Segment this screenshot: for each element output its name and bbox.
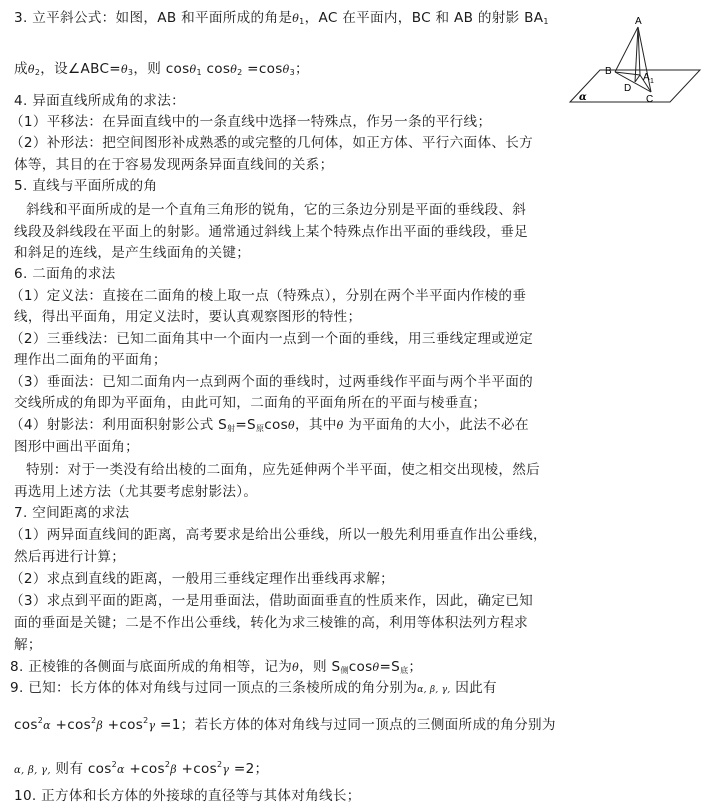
section-10: 10. 正方体和长方体的外接球的直径等与其体对角线长； <box>14 788 361 804</box>
text: =2； <box>229 761 269 777</box>
section-9-line-1 <box>10 679 497 699</box>
sub: 底 <box>400 666 409 675</box>
section-7-item-3a: （3）求点到平面的距离，一是用垂面法，借助面面垂直的性质来作，因此，确定已知 <box>10 593 534 609</box>
section-6-special-b: 再选用上述方法（尤其要考虑射影法）。 <box>14 484 258 500</box>
sub: 射 <box>227 424 236 433</box>
text: +cos <box>103 717 144 733</box>
section-5-text-a: 斜线和平面所成的是一个直角三角形的锐角，它的三条边分别是平面的垂线段、斜 <box>26 202 527 218</box>
sup: 2 <box>37 716 44 725</box>
section-4-item-2a: （2）补形法：把空间图形补成熟悉的或完整的几何体，如正方体、平行六面体、长方 <box>10 135 534 151</box>
greek-list: α, β, γ, <box>14 765 51 776</box>
section-6-item-2b: 理作出二面角的平面角； <box>14 352 167 368</box>
text: cos <box>14 717 38 733</box>
label-C: C <box>646 94 654 105</box>
text: ，其中 <box>294 417 337 433</box>
text: 9. 已知：长方体的体对角线与过同一顶点的三条棱所成的角分别为 <box>10 680 418 696</box>
text: 为平面角的大小，此法不必在 <box>343 417 529 433</box>
sub: 1 <box>196 68 202 77</box>
text: cos <box>348 659 373 675</box>
text: 8. 正棱锥的各侧面与底面所成的角相等，记为 <box>10 659 293 675</box>
text: cos <box>264 417 289 433</box>
formula-line-1 <box>14 9 549 31</box>
section-6-item-2a: （2）三垂线法：已知二面角其中一个面内一点到一个面的垂线，用三垂线定理或逆定 <box>10 331 534 347</box>
theta: θ <box>292 661 300 674</box>
gamma: γ <box>148 719 156 732</box>
section-5-text-b: 线段及斜线段在平面上的射影。通常通过斜线上某个特殊点作出平面的垂线段，垂足 <box>14 224 529 240</box>
section-6-title: 6. 二面角的求法 <box>14 266 116 282</box>
sup: 2 <box>91 716 97 725</box>
text: 因此有 <box>450 680 497 696</box>
text: ，则 S <box>299 659 341 675</box>
text: =cos <box>242 61 283 77</box>
theta: θ <box>120 63 128 76</box>
text: +cos <box>50 717 91 733</box>
gamma: γ <box>222 763 230 776</box>
section-9-line-3 <box>14 756 268 780</box>
sub: 3 <box>289 68 295 77</box>
theta: θ <box>292 12 300 25</box>
text: ，AC 在平面内，BC 和 AB 的射影 BA <box>304 10 544 26</box>
text: ； <box>408 659 423 675</box>
section-4-item-2b: 体等，其目的在于容易发现两条异面直线间的关系； <box>14 157 334 173</box>
section-4-title: 4. 异面直线所成角的求法： <box>14 93 186 109</box>
text: =S <box>235 417 256 433</box>
section-6-item-3b: 交线所成的角即为平面角，由此可知，二面角的平面角所在的平面与棱垂直； <box>14 395 487 411</box>
theta: θ <box>189 63 197 76</box>
text: cos <box>201 61 231 77</box>
section-5-title: 5. 直线与平面所成的角 <box>14 178 158 194</box>
beta: β <box>170 763 177 776</box>
sub: 原 <box>255 424 265 433</box>
section-7-item-1a: （1）两异面直线间的距离，高考要求是给出公垂线，所以一般先利用垂直作出公垂线， <box>10 527 547 543</box>
alpha: α <box>43 719 51 732</box>
section-8 <box>10 658 422 680</box>
section-6-item-4a <box>10 416 529 438</box>
section-7-title: 7. 空间距离的求法 <box>14 505 130 521</box>
theta: θ <box>336 419 344 432</box>
beta: β <box>96 719 104 732</box>
geometry-figure <box>565 12 705 112</box>
text: ，设∠ABC= <box>40 61 121 77</box>
sub: 1 <box>299 17 305 26</box>
label-A1-sub: 1 <box>650 78 654 85</box>
theta: θ <box>282 63 290 76</box>
text: =1；若长方体的体对角线与过同一顶点的三侧面所成的角分别为 <box>155 717 556 733</box>
sup: 2 <box>164 760 171 769</box>
label-A: A <box>635 16 642 27</box>
sup: 2 <box>111 760 118 769</box>
text: （4）射影法：利用面积射影公式 S <box>10 417 228 433</box>
sub: 2 <box>237 68 243 77</box>
section-7-item-1b: 然后再进行计算； <box>14 549 126 565</box>
text: 成 <box>14 61 28 77</box>
section-7-item-2: （2）求点到直线的距离，一般用三垂线定理作出垂线再求解； <box>10 571 395 587</box>
formula-line-2 <box>14 60 309 82</box>
theta: θ <box>372 661 380 674</box>
sub: 侧 <box>340 666 349 675</box>
section-4-item-1: （1）平移法：在异面直线中的一条直线中选择一特殊点，作另一条的平行线； <box>10 114 492 130</box>
section-6-item-3a: （3）垂面法：已知二面角内一点到两个面的垂线时，过两垂线作平面与两个半平面的 <box>10 374 534 390</box>
text: ； <box>294 61 309 77</box>
theta: θ <box>230 63 238 76</box>
sub: 1 <box>543 17 549 26</box>
section-6-item-1a: （1）定义法：直接在二面角的棱上取一点（特殊点），分别在两个半平面内作棱的垂 <box>10 288 527 304</box>
text: ，则 cos <box>133 61 190 77</box>
sub: 3 <box>127 68 134 77</box>
sup: 2 <box>217 760 223 769</box>
section-6-item-1b: 线，得出平面角，用定义法时，要认真观察图形的特性； <box>14 309 362 325</box>
sup: 2 <box>143 716 149 725</box>
section-6-item-4b: 图形中画出平面角； <box>14 439 140 455</box>
sub: 2 <box>34 68 41 77</box>
text: =S <box>379 659 401 675</box>
section-7-item-3b: 面的垂面是关键；二是不作出公垂线，转化为求三棱锥的高，利用等体积法列方程求 <box>14 615 529 631</box>
text: 则有 cos <box>50 761 112 777</box>
label-B: B <box>605 66 612 77</box>
section-6-special-a: 特别：对于一类没有给出棱的二面角，应先延伸两个半平面，使之相交出现棱，然后 <box>26 462 541 478</box>
label-A1: A <box>643 72 650 83</box>
label-D: D <box>624 83 632 94</box>
alpha: α <box>117 763 125 776</box>
greek-list: α, β, γ, <box>417 685 451 695</box>
line-AB <box>615 27 638 72</box>
section-7-item-3c: 解； <box>14 637 42 653</box>
theta: θ <box>27 63 35 76</box>
section-9-line-2 <box>14 712 556 735</box>
theta: θ <box>288 419 295 432</box>
section-5-text-c: 和斜足的连线，是产生线面角的关键； <box>14 245 251 261</box>
text: 3. 立平斜公式：如图，AB 和平面所成的角是 <box>14 10 293 26</box>
label-alpha: α <box>579 92 587 103</box>
text: +cos <box>124 761 165 777</box>
line-AD <box>635 27 638 82</box>
text: +cos <box>176 761 217 777</box>
